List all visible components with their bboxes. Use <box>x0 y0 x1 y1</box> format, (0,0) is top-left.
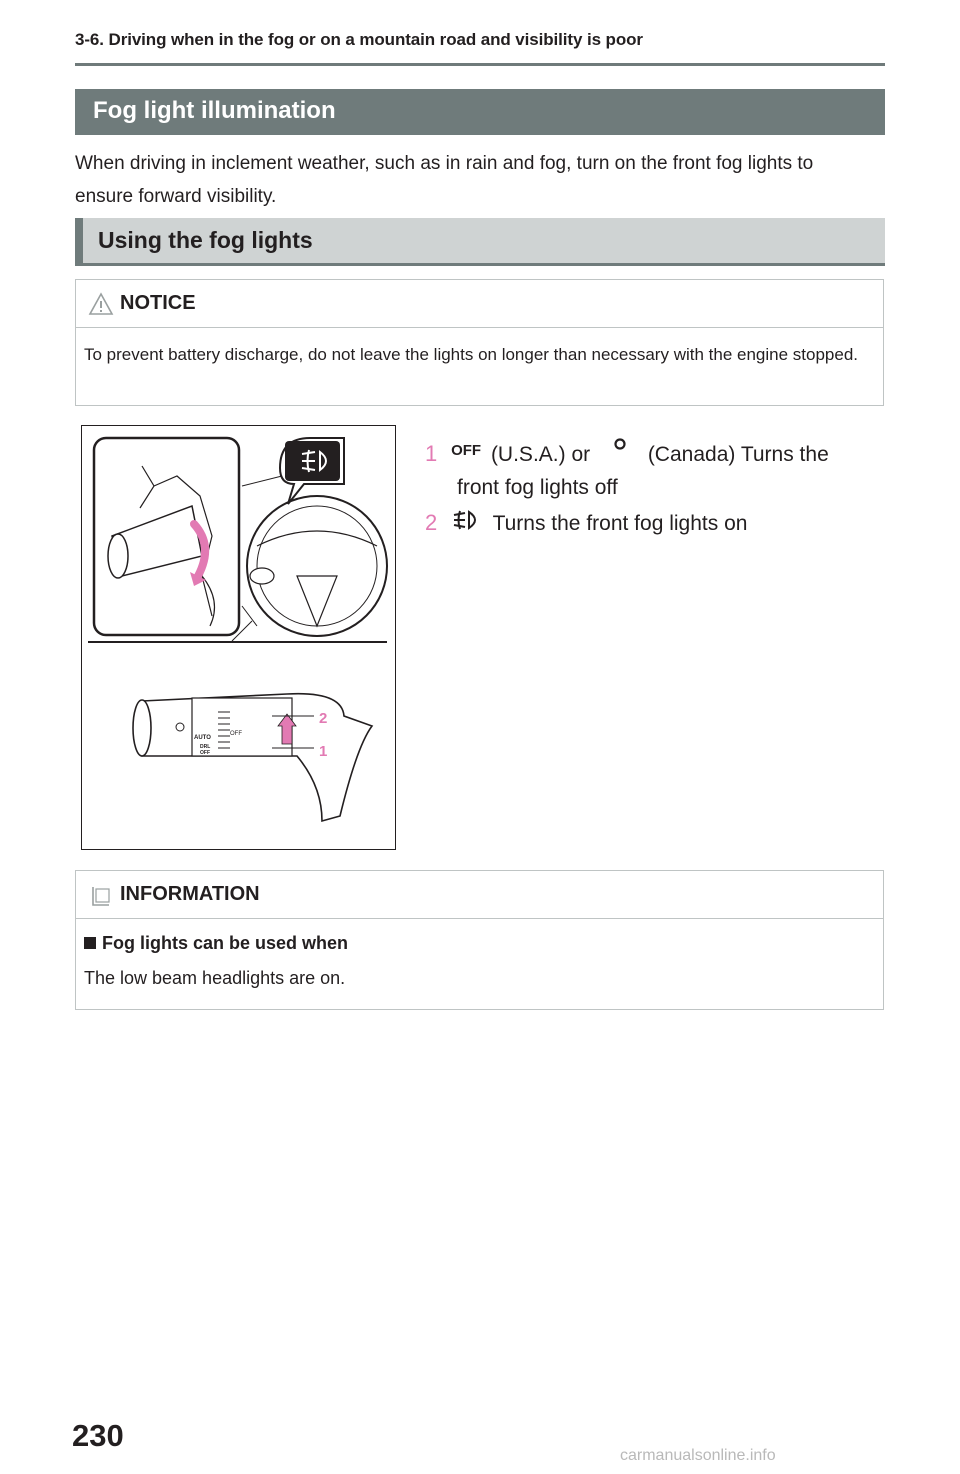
drl-label: DRL <box>200 744 211 750</box>
information-icon <box>90 885 112 909</box>
page-number: 230 <box>72 1418 124 1453</box>
step-2-text: Turns the front fog lights on <box>492 512 748 535</box>
step-1-canada-text: (Canada) Turns the <box>647 443 829 466</box>
section-title <box>75 89 885 135</box>
header-rule <box>75 63 885 66</box>
step-1-continuation: front fog lights off <box>457 476 618 499</box>
callout-2: 2 <box>319 710 328 727</box>
canada-off-icon <box>608 437 632 457</box>
subsection-title <box>75 218 885 266</box>
callout-1: 1 <box>319 743 328 760</box>
drl-off-label: OFF <box>200 750 210 756</box>
step-1 <box>425 434 865 504</box>
fog-light-switch-diagram <box>82 426 394 848</box>
information-box <box>75 870 884 1010</box>
information-label: INFORMATION <box>120 883 260 905</box>
fog-light-on-icon <box>451 507 483 533</box>
notice-text: To prevent battery discharge, do not leave the lights on longer than necessary with the engine stopped. <box>84 345 858 364</box>
notice-header <box>76 280 883 328</box>
information-title <box>76 919 883 954</box>
fog-light-illustration <box>81 425 396 850</box>
breadcrumb: 3-6. Driving when in the fog or on a mountain road and visibility is poor <box>75 30 643 49</box>
step-2-number: 2 <box>425 510 438 535</box>
step-1-usa-text: (U.S.A.) or <box>490 443 591 466</box>
notice-label: NOTICE <box>120 292 196 314</box>
notice-box <box>75 279 884 406</box>
information-title-text: Fog lights can be used when <box>102 933 349 953</box>
auto-label: AUTO <box>194 735 211 741</box>
off-icon: OFF <box>451 442 482 459</box>
step-1-number: 1 <box>425 441 438 466</box>
warning-icon <box>88 292 114 316</box>
information-text: The low beam headlights are on. <box>84 968 346 988</box>
step-2 <box>425 506 865 540</box>
watermark: carmanualsonline.info <box>620 1447 776 1464</box>
information-header <box>76 871 883 919</box>
off-label: OFF <box>230 731 242 737</box>
intro-paragraph: When driving in inclement weather, such as in rain and fog, turn on the front fog lights to ensure forward visibility. <box>75 153 814 207</box>
section-title-text: Fog light illumination <box>93 97 336 124</box>
square-bullet-icon <box>84 937 96 949</box>
subsection-title-text: Using the fog lights <box>98 227 313 253</box>
